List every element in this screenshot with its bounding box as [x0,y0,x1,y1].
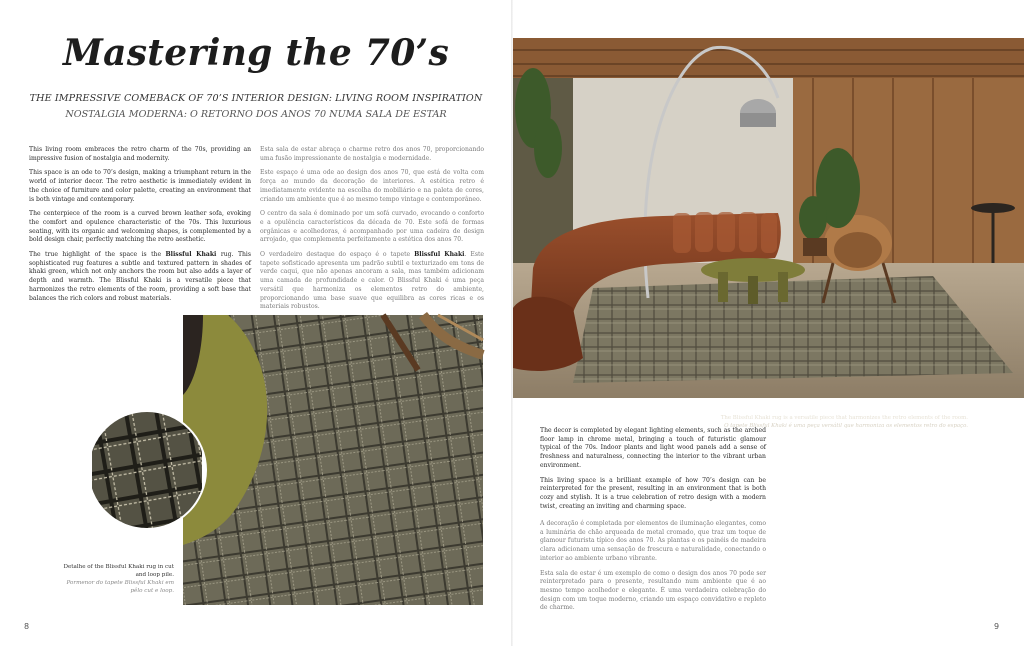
rug-swatch-circle [92,410,202,530]
paragraph: A decoração é completada por elementos de iluminação elegantes, como a luminária de chão arqueada de metal cromado, que traz um toque de glamour futurista típico dos anos 70. As plantas e os painéis de madeira clara adicionam uma sensação de frescura e naturalidade, conectando o interior ao ambiente urbano vibrante. [540,520,766,562]
body-column-portuguese [260,146,484,318]
paragraph [260,251,484,312]
text-run: . Este tapete sofisticado apresenta um padrão subtil e texturizado em tons de verde caqui, que não apenas ancoram a sala, mas também adicionam uma camada de profundidade e calor. O Blissful Khaki é uma peça versátil que harmoniza os elementos retro do ambiente, proporcionando uma base suave que equilibra as cores ricas e os materiais robustos. [260,251,485,311]
paragraph: This living room embraces the retro charm of the 70s, providing an impressive fusion of nostalgia and modernity. [29,146,251,162]
text-run: O verdadeiro destaque do espaço é o tapete [260,251,415,259]
text-run: The true highlight of the space is the [29,251,166,259]
product-name: Blissful Khaki [414,251,465,259]
rug-detail-photo [183,315,483,605]
paragraph: Esta sala de estar abraça o charme retro dos anos 70, proporcionando uma fusão impressionante de nostalgia e modernidade. [260,146,484,162]
body-column-english [29,146,251,309]
body-column-right-english [540,427,766,517]
caption-english: The Blissful Khaki rug is a versatile piece that harmonizes the retro elements of the room. [720,415,968,421]
paragraph: O centro da sala é dominado por um sofá curvado, evocando o conforto e a opulência característicos da década de 70. Este sofá de formas orgânicas e acolhedoras, é acompanhado por uma cadeira de design arrojado, que complementa perfeitamente a estética dos anos 70. [260,210,484,244]
living-room-photo [513,38,1024,429]
product-name: Blissful Khaki [165,251,217,259]
paragraph: The centerpiece of the room is a curved brown leather sofa, evoking the comfort and opulence characteristic of the 70s. This luxurious seating, with its organic and welcoming shapes, is complemented by a bold design chair, perfectly matching the retro aesthetic. [29,210,251,244]
article-title: Mastering the 70’s [62,32,450,74]
paragraph: Este espaço é uma ode ao design dos anos 70, que está de volta com força ao mundo da decoração de interiores. A estética retro é imediatamente evidente na escolha do mobiliário e na paleta de cores, criando um ambiente que é ao mesmo tempo vintage e contemporâneo. [260,169,484,203]
caption-portuguese: O tapete Blissful Khaki é uma peça versátil que harmoniza os elementos retro do espaço. [724,423,968,429]
paragraph [29,251,251,303]
rug-pattern-illustration [183,315,483,605]
paragraph: This living space is a brilliant example of how 70’s design can be reinterpreted for the present, resulting in an environment that is both cozy and stylish. It is a true celebration of retro design with a modern twist, creating an inviting and charming space. [540,476,766,510]
subtitle-portuguese: NOSTALGIA MODERNA: O RETORNO DOS ANOS 70 NUMA SALA DE ESTAR [65,109,447,120]
paragraph: Esta sala de estar é um exemplo de como o design dos anos 70 pode ser reinterpretado para o presente, resultando num ambiente que é ao mesmo tempo acolhedor e elegante. É uma verdadeira celebração do design com um toque moderno, criando um espaço convidativo e repleto de charme. [540,569,766,612]
paragraph: The decor is completed by elegant lighting elements, such as the arched floor lamp in chrome metal, bringing a touch of futuristic glamour typical of the 70s. Indoor plants and light wood panels add a sense of freshness and naturalness, connecting the interior to the vibrant urban environment. [540,427,766,469]
living-room-illustration [513,38,1024,398]
caption-english: Detalhe of the Blissful Khaki rug in cut and loop pile. [63,564,174,578]
page-number-left: 8 [24,622,30,631]
paragraph: This space is an ode to 70’s design, making a triumphant return in the world of interior decor. The retro aesthetic is immediately evident in the choice of furniture and color palette, creating an environment that is both vintage and contemporary. [29,169,251,203]
body-column-right-portuguese [540,520,766,619]
rug-detail-caption [62,563,174,595]
caption-portuguese: Pormenor do tapete Blissful Khaki em pêlo cut e loop. [66,580,174,594]
page-number-right: 9 [994,622,1000,631]
text-run: rug. This sophisticated rug features a subtle and textured pattern in shades of khaki green, which not only anchors the room but also adds a layer of depth and warmth. The Blissful Khaki is a versatile piece that harmonizes the retro elements of the room, providing a soft base that balances the rich colors and robust materials. [29,251,252,302]
subtitle-english: THE IMPRESSIVE COMEBACK OF 70’S INTERIOR DESIGN: LIVING ROOM INSPIRATION [29,93,483,104]
